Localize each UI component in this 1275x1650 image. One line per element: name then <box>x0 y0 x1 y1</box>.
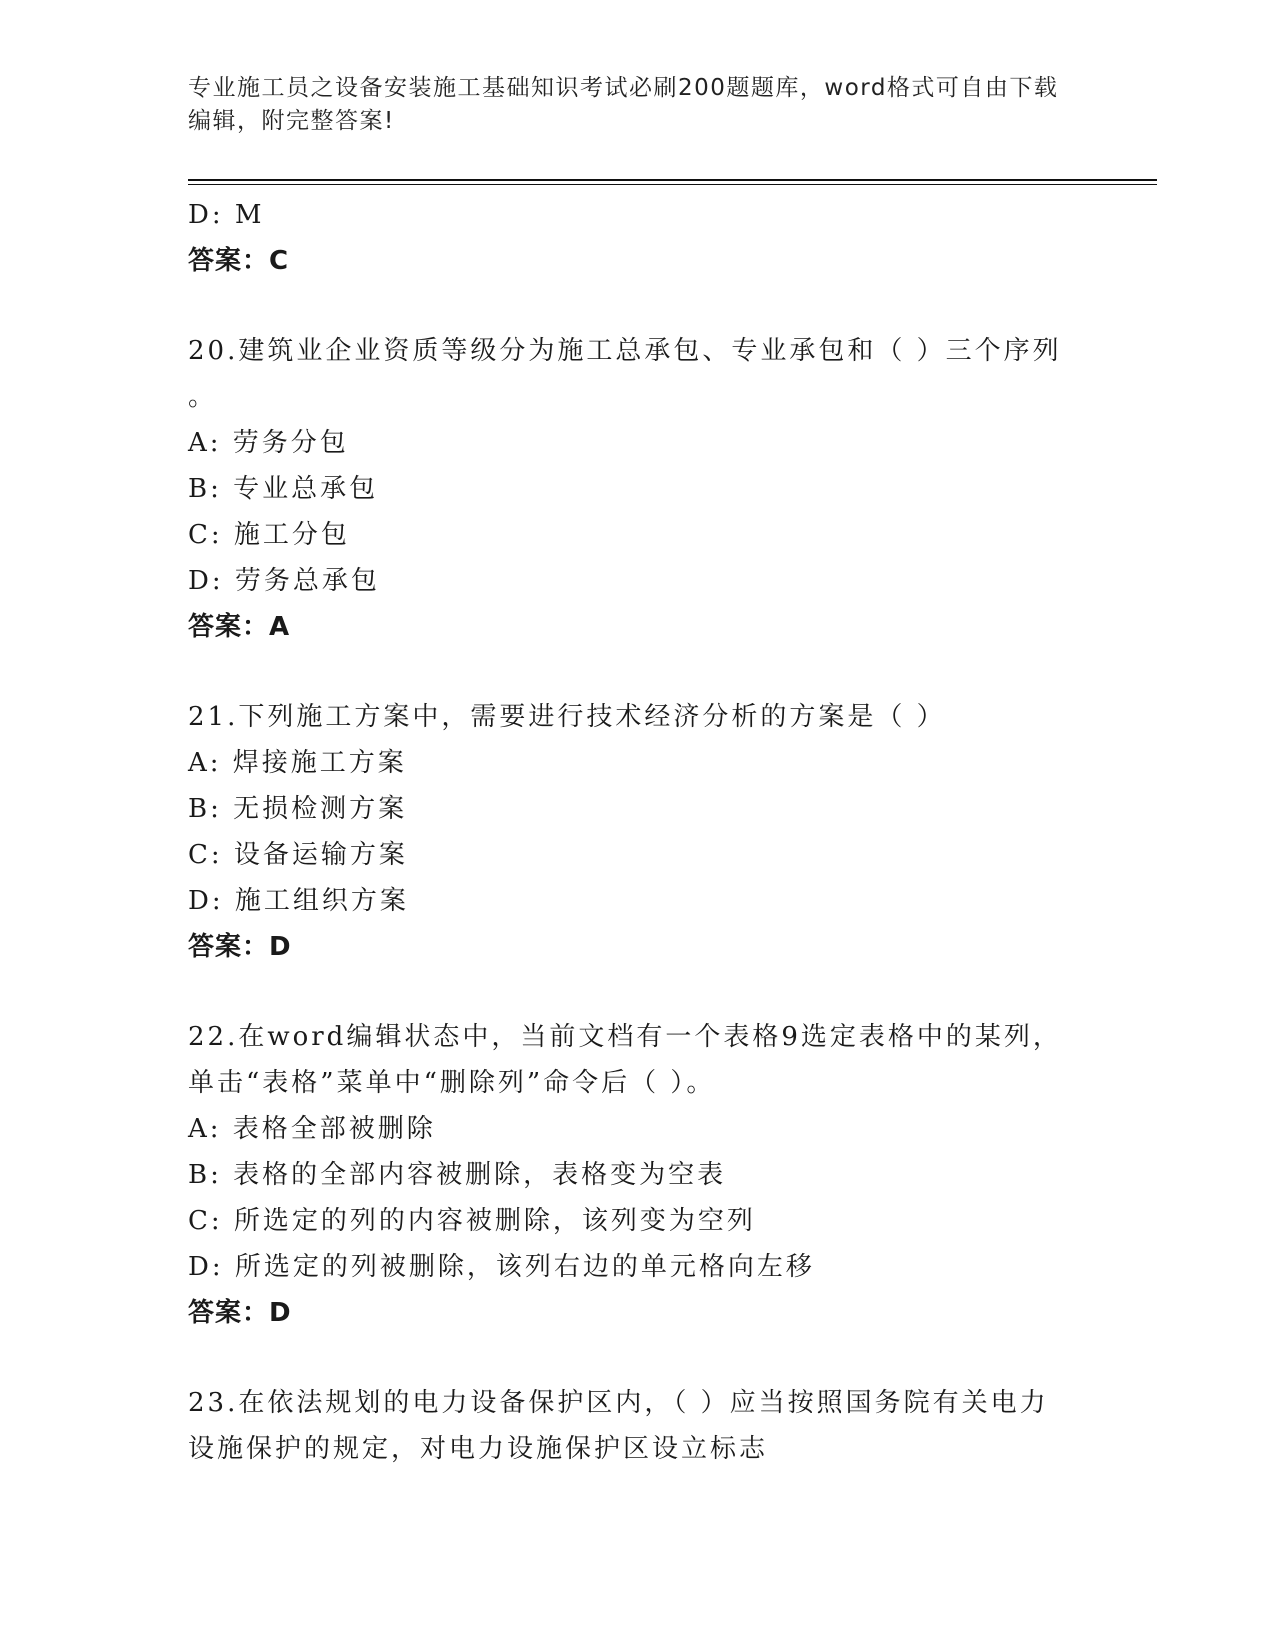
header-line-2: 编辑，附完整答案! <box>188 108 395 134</box>
option-c: C: 设备运输方案 <box>188 840 408 870</box>
question-text-line-1: 22.在word编辑状态中，当前文档有一个表格9选定表格中的某列， <box>188 1022 1062 1052</box>
answer: 答案：C <box>188 246 290 276</box>
option-a: A: 表格全部被删除 <box>188 1114 436 1144</box>
option-c: C: 施工分包 <box>188 520 350 550</box>
answer: 答案：A <box>188 612 291 642</box>
header-rule-thick <box>188 179 1157 181</box>
option-d: D: 施工组织方案 <box>188 886 409 916</box>
question-21 <box>188 694 1088 970</box>
question-text-line-2: 单击“表格”菜单中“删除列”命令后（ ）。 <box>188 1068 716 1098</box>
option-a: A: 焊接施工方案 <box>188 748 407 778</box>
question-text-line-1: 20.建筑业企业资质等级分为施工总承包、专业承包和（ ）三个序列 <box>188 336 1062 366</box>
question-19-fragment <box>188 192 1088 284</box>
document-header <box>188 72 1088 138</box>
option-b: B: 专业总承包 <box>188 474 379 504</box>
option-a: A: 劳务分包 <box>188 428 349 458</box>
question-text-line-2: 。 <box>188 382 218 412</box>
question-text-line-1: 23.在依法规划的电力设备保护区内，（ ）应当按照国务院有关电力 <box>188 1388 1049 1418</box>
question-text-line-1: 21.下列施工方案中，需要进行技术经济分析的方案是（ ） <box>188 702 946 732</box>
option-d: D: 所选定的列被删除，该列右边的单元格向左移 <box>188 1252 815 1282</box>
header-line-1: 专业施工员之设备安装施工基础知识考试必刷200题题库，word格式可自由下载 <box>188 75 1059 101</box>
question-23 <box>188 1380 1088 1472</box>
question-22 <box>188 1014 1088 1336</box>
option-d: D: M <box>188 200 265 230</box>
answer: 答案：D <box>188 932 292 962</box>
option-d: D: 劳务总承包 <box>188 566 380 596</box>
question-text-line-2: 设施保护的规定，对电力设施保护区设立标志 <box>188 1434 769 1464</box>
document-body <box>188 192 1088 1472</box>
option-c: C: 所选定的列的内容被删除，该列变为空列 <box>188 1206 756 1236</box>
option-b: B: 表格的全部内容被删除，表格变为空表 <box>188 1160 727 1190</box>
question-20 <box>188 328 1088 650</box>
option-b: B: 无损检测方案 <box>188 794 408 824</box>
header-rule-thin <box>188 184 1157 185</box>
answer: 答案：D <box>188 1298 292 1328</box>
